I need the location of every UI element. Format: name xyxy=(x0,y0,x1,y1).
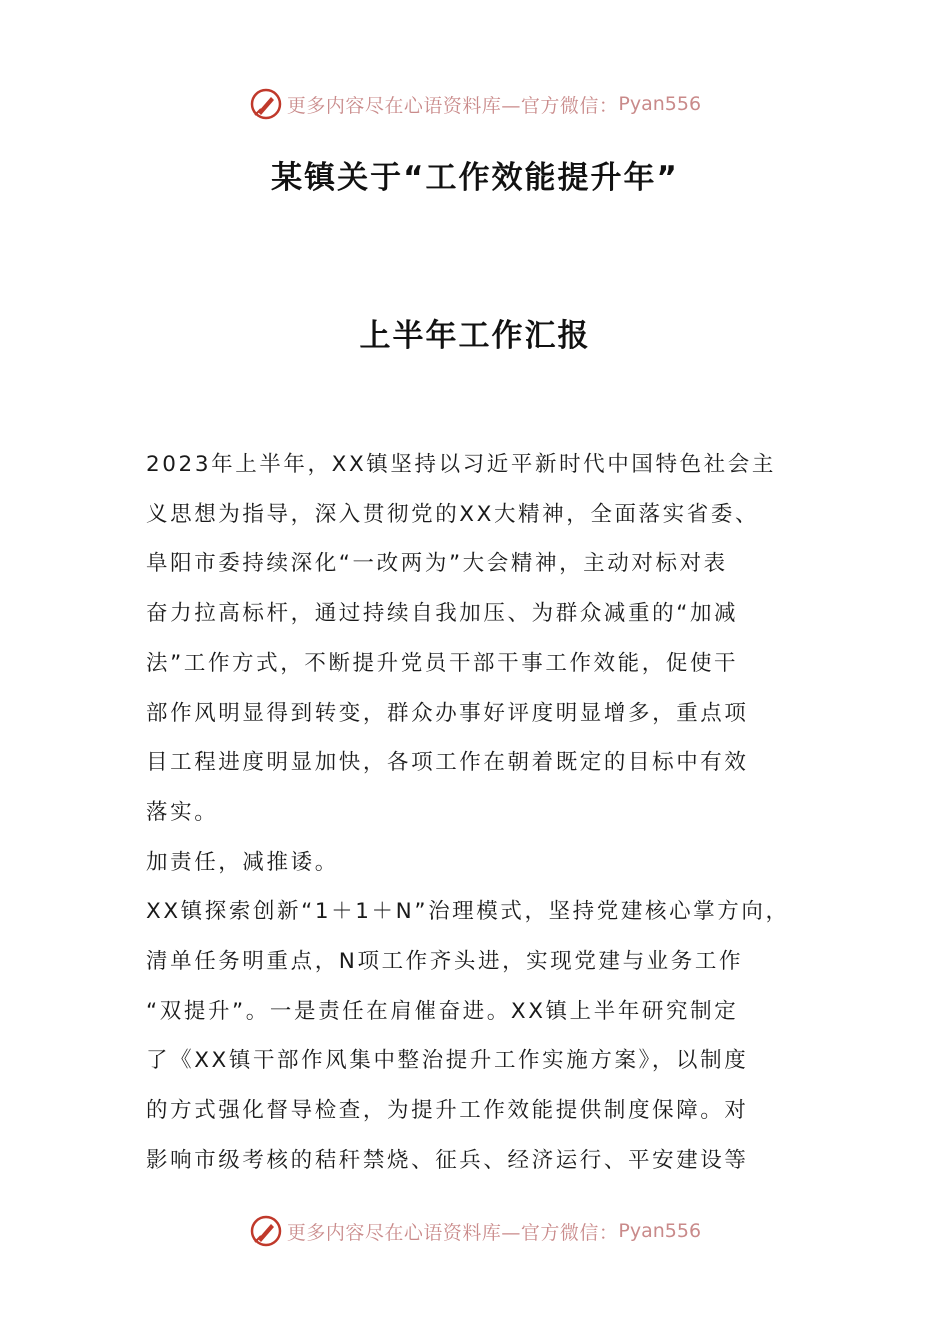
page-title-line2: 上半年工作汇报 xyxy=(359,318,591,354)
body-line: XX镇探索创新“1＋1＋N”治理模式，坚持党建核心掌方向， xyxy=(146,899,790,925)
page-title-line1: 某镇关于“工作效能提升年” xyxy=(271,160,679,196)
pen-logo-icon xyxy=(249,1214,283,1248)
body-line: 落实。 xyxy=(146,799,219,825)
body-line: 了《XX镇干部作风集中整治提升工作实施方案》，以制度 xyxy=(146,1048,749,1074)
body-line: 目工程进度明显加快，各项工作在朝着既定的目标中有效 xyxy=(146,750,749,776)
watermark-banner-top xyxy=(0,84,950,124)
body-line: 影响市级考核的秸秆禁烧、征兵、经济运行、平安建设等 xyxy=(146,1147,749,1173)
section-heading: 加责任，减推诿。 xyxy=(146,849,339,875)
body-line: “双提升”。一是责任在肩催奋进。XX镇上半年研究制定 xyxy=(146,998,739,1024)
body-line: 法”工作方式，不断提升党员干部干事工作效能，促使干 xyxy=(146,650,739,676)
body-line: 清单任务明重点，N项工作齐头进，实现党建与业务工作 xyxy=(146,949,744,975)
body-line: 部作风明显得到转变，群众办事好评度明显增多，重点项 xyxy=(146,700,749,726)
body-line: 阜阳市委持续深化“一改两为”大会精神，主动对标对表 xyxy=(146,551,728,577)
wechat-id: Pyan556 xyxy=(618,1220,702,1242)
body-line: 2023年上半年，XX镇坚持以习近平新时代中国特色社会主 xyxy=(146,452,776,477)
pen-logo-icon xyxy=(249,87,283,121)
wechat-id: Pyan556 xyxy=(618,93,702,115)
watermark-banner-bottom xyxy=(0,1211,950,1251)
watermark-text: 更多内容尽在心语资料库—官方微信： xyxy=(286,1221,619,1244)
report-body xyxy=(146,440,806,1186)
body-line: 奋力拉高标杆，通过持续自我加压、为群众减重的“加减 xyxy=(146,601,739,627)
watermark-text: 更多内容尽在心语资料库—官方微信： xyxy=(286,94,619,117)
body-line: 的方式强化督导检查，为提升工作效能提供制度保障。对 xyxy=(146,1098,749,1124)
body-line: 义思想为指导，深入贯彻党的XX大精神，全面落实省委、 xyxy=(146,501,760,527)
